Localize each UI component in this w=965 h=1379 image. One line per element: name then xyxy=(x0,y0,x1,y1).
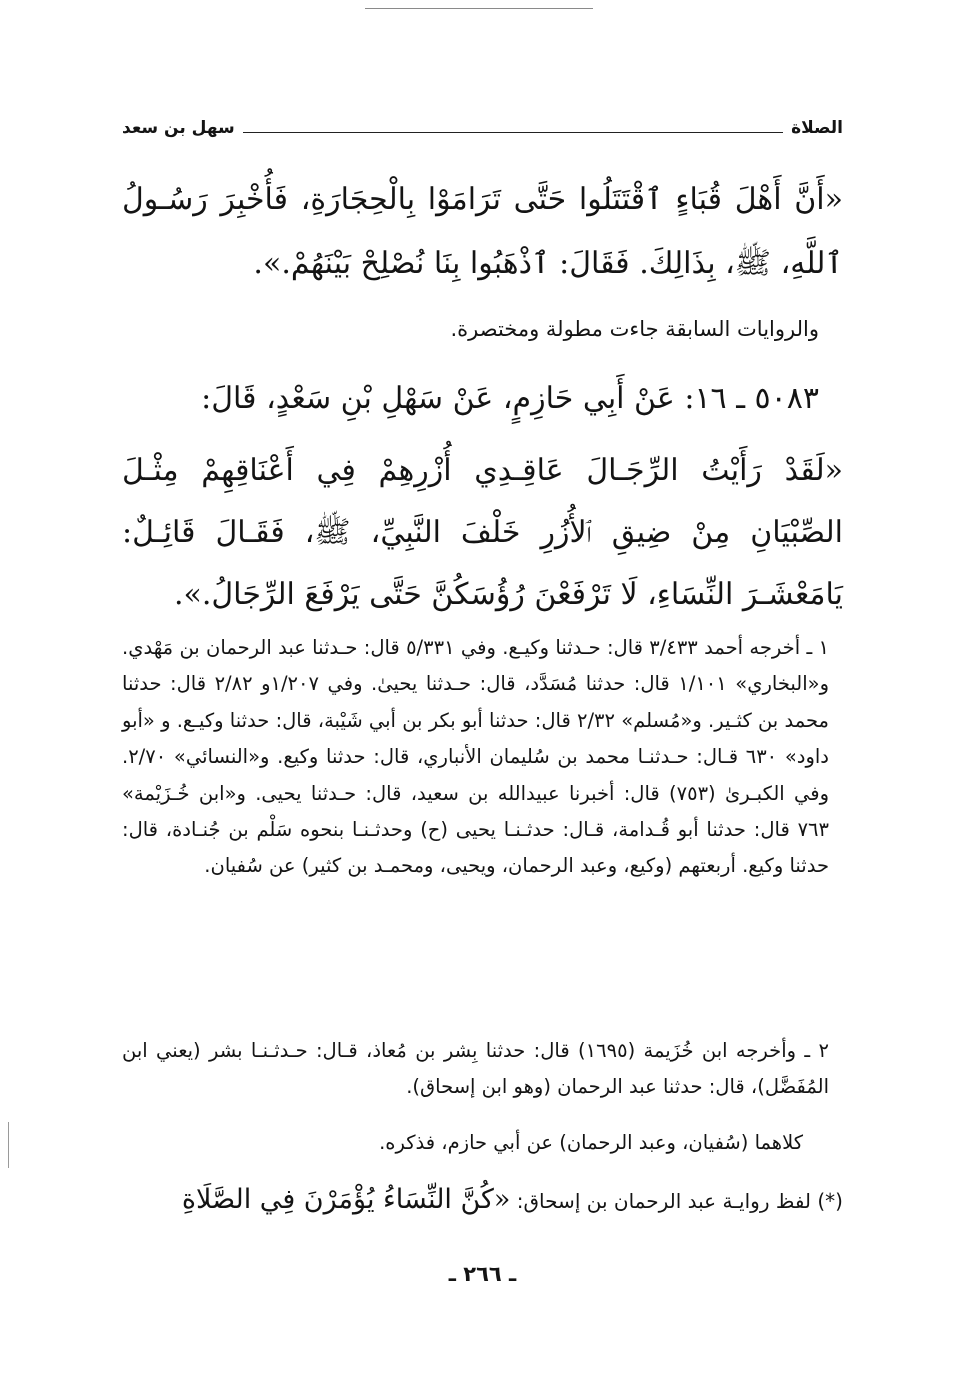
header-rule xyxy=(243,132,783,133)
hadith-heading: ٥٠٨٣ ـ ١٦: عَنْ أَبِي حَازِمٍ، عَنْ سَهْلِ بْنِ سَعْدٍ، قَالَ: xyxy=(201,381,819,416)
hadith-text-continued: «أَنَّ أَهْلَ قُبَاءٍ ٱقْتَتَلُوا حَتَّى تَرَامَوْا بِالْحِجَارَةِ، فَأُخْبِرَ رَسُـولُ ٱللَّهِ، ﷺ، بِذَالِكَ. فَقَالَ: ٱذْهَبُوا بِنَا نُصْلِحْ بَيْنَهُمْ.». xyxy=(122,182,843,281)
wording-note-quote: «كُنَّ النِّسَاءُ يُؤْمَرْنَ فِي الصَّلَاةِ xyxy=(181,1184,511,1215)
narrator-title: سهل بن سعد xyxy=(122,118,235,138)
page-number: ـ ٢٦٦ ـ xyxy=(448,1262,517,1286)
top-edge-rule xyxy=(365,8,593,9)
wording-note-lead: (*) لفظ روايـة عبد الرحمان بن إسحاق: xyxy=(516,1189,843,1213)
takhrij-note-3: كلاهما (سُفيان، وعبد الرحمان) عن أبي حازم، فذكره. xyxy=(379,1131,803,1154)
takhrij-note-1: ١ ـ أخرجه أحمد ٣/٤٣٣ قال: حـدثنا وكيـع. وفي ٥/٣٣١ قال: حـدثنا عبد الرحمان بن مَهْدي. و«البخاري» ١/١٠١ قال: حدثنا مُسَدَّد، قال: حـدثنا يحيىٰ. وفي ١/٢٠٧و ٢/٨٢ قال: حدثنا محمد بن كثـير. و«مُسلم» ٢/٣٢ قال: حدثنا أبو بكر بن أبي شَيْبة، قال: حدثنا وكيـع. و «أبو داود» ٦٣٠ قـال: حـدثنـا محمد بن سُليمان الأنباري، قال: حدثنا وكيع. و«النسائي» ٢/٧٠. وفي الكبـرىٰ (٧٥٣) قال: أخبرنا عبيدالله بن سعيد، قال: حـدثنا يحيى. و«ابن خُـزَيْمة» ٧٦٣ قال: حدثنا أبو قُـدامة، قـال: حدثـنـا يحيى (ح) وحدثـنـا بنحوه سَلْم بن جُنـادة، قال: حدثنا وكيع. أربعتهم (وكيع، وعبد الرحمان، ويحيى، ومحمـد بن كثير) عن سُفيان. xyxy=(122,636,829,878)
chapter-title: الصلاة xyxy=(791,118,843,138)
margin-tick xyxy=(8,1122,9,1168)
running-header xyxy=(122,112,843,138)
takhrij-note-2: ٢ ـ وأخرجه ابن خُزَيمة (١٦٩٥) قال: حدثنا بِشر بن مُعاذ، قـال: حـدثـنـا بشر (يعني ابن المُفَضَّل)، قال: حدثنا عبد الرحمان (وهو ابن إسحاق). xyxy=(122,1039,829,1098)
hadith-text: «لَقَدْ رَأَيْتُ الرِّجَـالَ عَاقِـدِي أُزْرِهِمْ فِي أَعْنَاقِهِمْ مِثْـلَ الصِّبْيَانِ مِنْ ضِيقِ ٱلأُزُرِ خَلْفَ النَّبِيِّ، ﷺ، فَقَـالَ قَائِـلٌ: يَامَعْشَـرَ النِّسَاءِ، لَا تَرْفَعْنَ رُؤُسَكُنَّ حَتَّى يَرْفَعَ الرِّجَالُ.». xyxy=(122,453,843,612)
remark-paragraph: والروايات السابقة جاءت مطولة ومختصرة. xyxy=(450,317,819,341)
wording-note xyxy=(122,1176,843,1225)
